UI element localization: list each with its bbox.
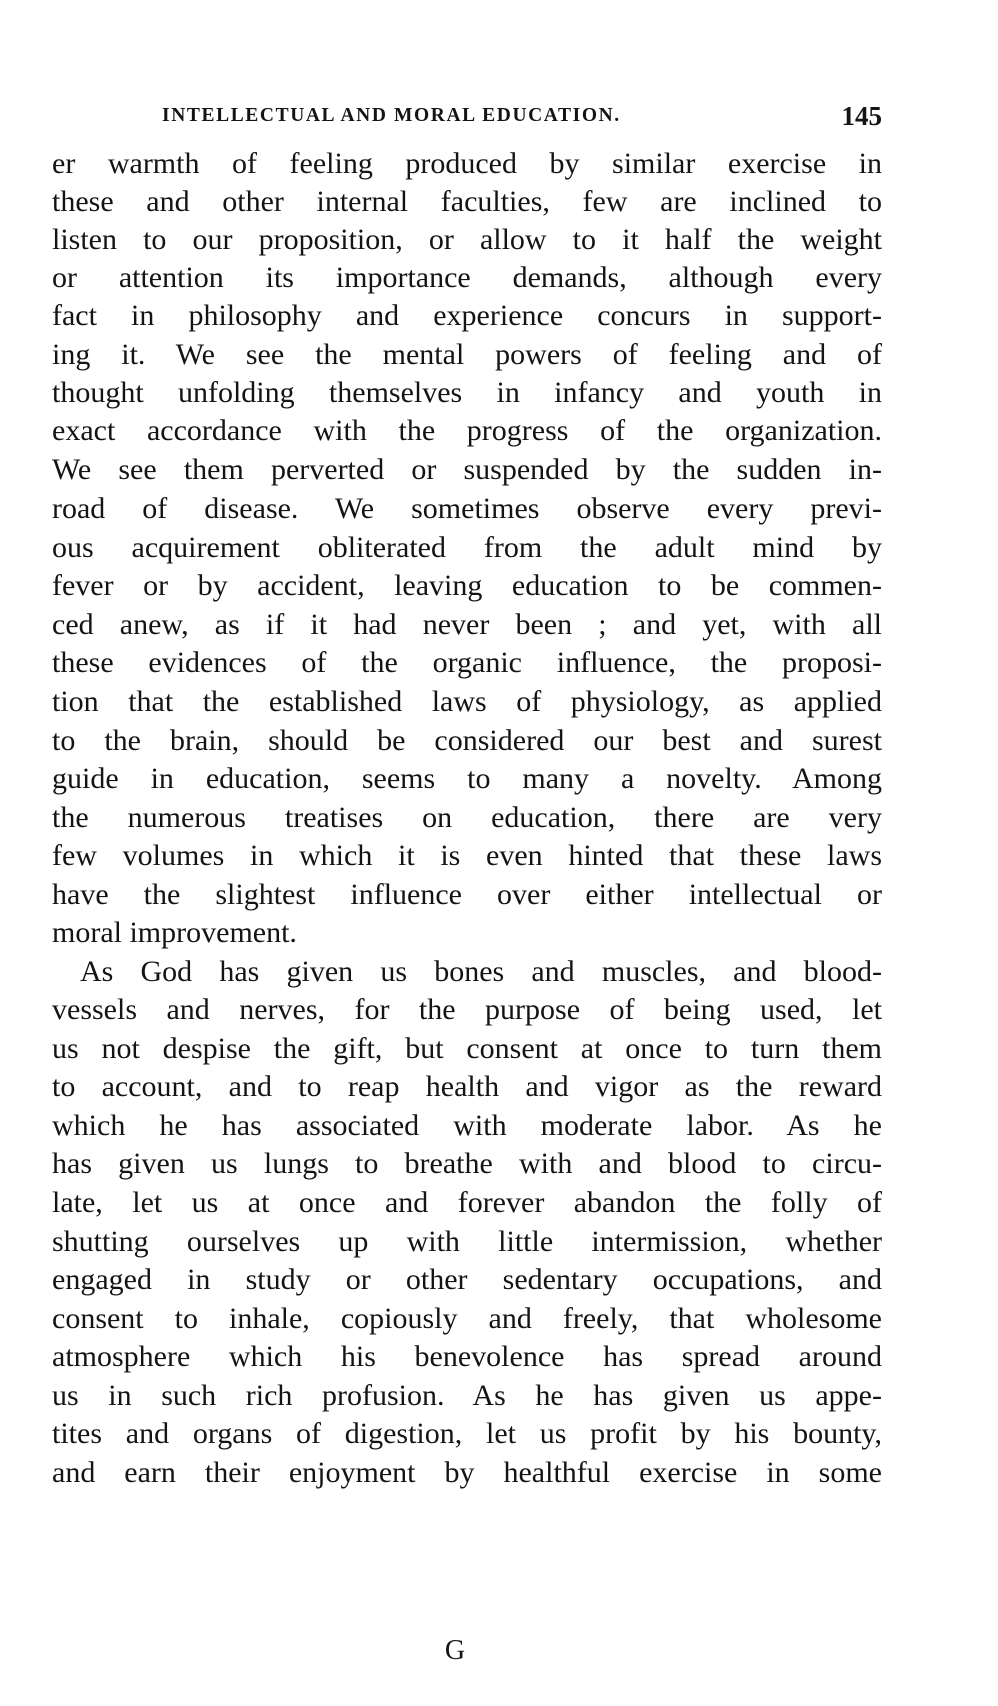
text-line: us not despise the gift, but consent at once to turn them [52, 1032, 882, 1065]
text-line: moral improvement. [52, 916, 297, 949]
text-line: late, let us at once and forever abandon the folly of [52, 1186, 882, 1219]
signature-mark: G [444, 1635, 466, 1666]
text-line: atmosphere which his benevolence has spread around [52, 1340, 882, 1373]
text-line: us in such rich profusion. As he has given us appe- [52, 1379, 882, 1412]
text-line: er warmth of feeling produced by similar exercise in [52, 147, 882, 180]
text-line: fact in philosophy and experience concurs in support- [52, 299, 882, 332]
text-line: shutting ourselves up with little intermission, whether [52, 1225, 882, 1258]
text-line: these and other internal faculties, few are inclined to [52, 185, 882, 218]
text-line: ing it. We see the mental powers of feeling and of [52, 338, 882, 371]
text-line: has given us lungs to breathe with and blood to circu- [52, 1147, 882, 1180]
text-line: ced anew, as if it had never been ; and yet, with all [52, 608, 882, 641]
running-title: INTELLECTUAL AND MORAL EDUCATION. [162, 105, 621, 126]
text-line: As God has given us bones and muscles, and blood- [80, 955, 882, 988]
text-line: these evidences of the organic influence, the proposi- [52, 646, 882, 679]
text-line: consent to inhale, copiously and freely, that wholesome [52, 1302, 882, 1335]
text-line: which he has associated with moderate labor. As he [52, 1109, 882, 1142]
text-line: road of disease. We sometimes observe every previ- [52, 492, 882, 525]
text-line: tites and organs of digestion, let us profit by his bounty, [52, 1417, 882, 1450]
text-line: to the brain, should be considered our best and surest [52, 724, 882, 757]
text-line: or attention its importance demands, although every [52, 261, 882, 294]
running-head [52, 96, 882, 136]
text-line: guide in education, seems to many a novelty. Among [52, 762, 882, 795]
text-line: few volumes in which it is even hinted that these laws [52, 839, 882, 872]
text-line: ous acquirement obliterated from the adult mind by [52, 531, 882, 564]
text-line: and earn their enjoyment by healthful exercise in some [52, 1456, 882, 1489]
text-line: listen to our proposition, or allow to it half the weight [52, 223, 882, 256]
text-line: thought unfolding themselves in infancy and youth in [52, 376, 882, 409]
text-line: We see them perverted or suspended by the sudden in- [52, 453, 882, 486]
page-number: 145 [841, 101, 882, 131]
text-line: have the slightest influence over either intellectual or [52, 878, 882, 911]
text-line: fever or by accident, leaving education to be commen- [52, 569, 882, 602]
text-line: the numerous treatises on education, there are very [52, 801, 882, 834]
text-line: to account, and to reap health and vigor as the reward [52, 1070, 882, 1103]
text-line: tion that the established laws of physiology, as applied [52, 685, 882, 718]
text-line: engaged in study or other sedentary occupations, and [52, 1263, 882, 1296]
text-line: vessels and nerves, for the purpose of being used, let [52, 993, 882, 1026]
text-line: exact accordance with the progress of the organization. [52, 414, 882, 447]
